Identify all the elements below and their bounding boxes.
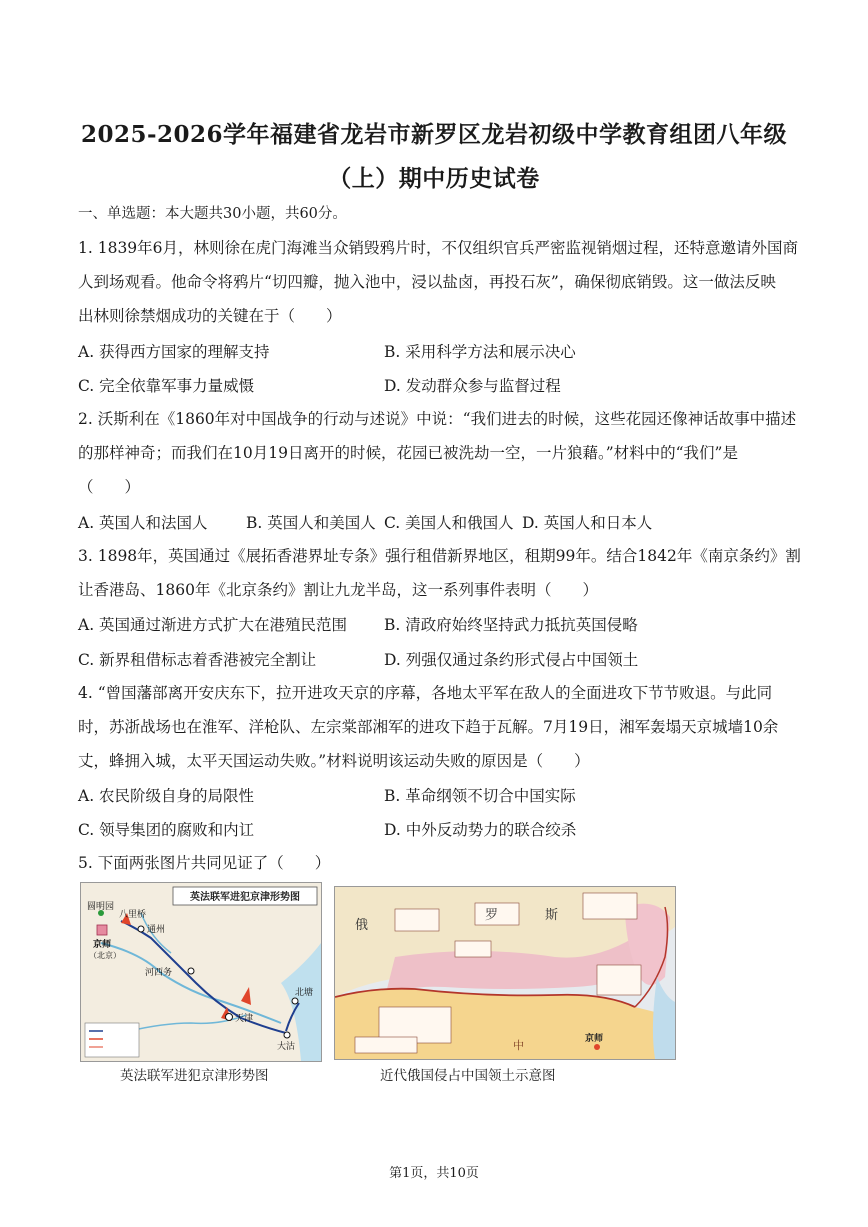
q3-line1: 3. 1898年，英国通过《展拓香港界址专条》强行租借新界地区，租期99年。结合1842年《南京条约》割 bbox=[78, 547, 801, 565]
label-si: 斯 bbox=[545, 908, 559, 923]
q3-option-d[interactable]: D. 列强仅通过条约形式侵占中国领土 bbox=[384, 651, 639, 669]
q1-option-b[interactable]: B. 采用科学方法和展示决心 bbox=[384, 343, 576, 361]
q4-option-a[interactable]: A. 农民阶级自身的局限性 bbox=[78, 787, 255, 805]
place-baliqiao: 八里桥 bbox=[119, 910, 147, 920]
q1-option-d[interactable]: D. 发动群众参与监督过程 bbox=[384, 377, 561, 395]
q1-option-c[interactable]: C. 完全依靠军事力量威慑 bbox=[78, 377, 255, 395]
q4-line2: 时，苏浙战场也在淮军、洋枪队、左宗棠部湘军的进攻下趋于瓦解。7月19日，湘军轰塌天京城墙10余 bbox=[78, 718, 779, 736]
map-anglo-french-invasion-graphic bbox=[81, 883, 321, 1061]
place-beijing: （北京） bbox=[89, 951, 121, 960]
q4-option-b[interactable]: B. 革命纲领不切合中国实际 bbox=[384, 787, 576, 805]
q4-line1: 4. “曾国藩部离开安庆东下，拉开进攻天京的序幕，各地太平军在敌人的全面进攻下节节败退。与此同 bbox=[78, 684, 773, 702]
q1-line2: 人到场观看。他命令将鸦片“切四瓣，抛入池中，浸以盐卤，再投石灰”，确保彻底销毁。这一做法反映 bbox=[78, 273, 776, 291]
page-footer: 第1页，共10页 bbox=[389, 1166, 479, 1181]
q4-option-d[interactable]: D. 中外反动势力的联合绞杀 bbox=[384, 821, 577, 839]
q3-option-a[interactable]: A. 英国通过渐进方式扩大在港殖民范围 bbox=[78, 616, 348, 634]
label-jingshi: 京师 bbox=[585, 1034, 604, 1044]
q2-option-d[interactable]: D. 英国人和日本人 bbox=[522, 514, 653, 532]
place-beitang: 北塘 bbox=[295, 988, 314, 998]
q2-line2: 的那样神奇；而我们在10月19日离开的时候，花园已被洗劫一空，一片狼藉。”材料中的“我们”是 bbox=[78, 444, 738, 462]
label-luo: 罗 bbox=[485, 908, 499, 923]
q3-line2: 让香港岛、1860年《北京条约》割让九龙半岛，这一系列事件表明（ ） bbox=[78, 581, 598, 599]
section-heading: 一、单选题：本大题共30小题，共60分。 bbox=[78, 206, 347, 222]
label-e: 俄 bbox=[355, 918, 369, 933]
q5-line1: 5. 下面两张图片共同见证了（ ） bbox=[78, 854, 331, 872]
q2-option-a[interactable]: A. 英国人和法国人 bbox=[78, 514, 208, 532]
q2-line3: （ ） bbox=[78, 478, 141, 496]
exam-title-line2: （上）期中历史试卷 bbox=[328, 165, 540, 192]
place-hexiwu: 河西务 bbox=[145, 968, 173, 978]
map-russian-encroachment bbox=[334, 886, 676, 1060]
q3-option-b[interactable]: B. 清政府始终坚持武力抵抗英国侵略 bbox=[384, 616, 638, 634]
q1-option-a[interactable]: A. 获得西方国家的理解支持 bbox=[78, 343, 270, 361]
q1-line1: 1. 1839年6月，林则徐在虎门海滩当众销毁鸦片时，不仅组织官兵严密监视销烟过程，还特意邀请外国商 bbox=[78, 239, 799, 257]
map-box-title: 英法联军进犯京津形势图 bbox=[190, 892, 300, 903]
q3-option-c[interactable]: C. 新界租借标志着香港被完全割让 bbox=[78, 651, 317, 669]
caption-left-map: 英法联军进犯京津形势图 bbox=[120, 1068, 269, 1084]
place-tianjin: 天津 bbox=[235, 1014, 254, 1024]
map-russian-encroachment-graphic bbox=[335, 887, 675, 1059]
exam-title-line1: 2025-2026学年福建省龙岩市新罗区龙岩初级中学教育组团八年级 bbox=[80, 121, 788, 148]
map-anglo-french-invasion bbox=[80, 882, 322, 1062]
q2-line1: 2. 沃斯利在《1860年对中国战争的行动与述说》中说：“我们进去的时候，这些花园还像神话故事中描述 bbox=[78, 410, 797, 428]
place-yuanmingyuan: 圆明园 bbox=[87, 902, 115, 912]
place-dagu: 大沽 bbox=[277, 1042, 296, 1052]
place-jingshi: 京师 bbox=[93, 940, 112, 950]
place-tongzhou: 通州 bbox=[147, 925, 166, 935]
q2-option-c[interactable]: C. 美国人和俄国人 bbox=[384, 514, 514, 532]
q4-line3: 丈，蜂拥入城，太平天国运动失败。”材料说明该运动失败的原因是（ ） bbox=[78, 752, 590, 770]
q4-option-c[interactable]: C. 领导集团的腐败和内讧 bbox=[78, 821, 255, 839]
q1-line3: 出林则徐禁烟成功的关键在于（ ） bbox=[78, 307, 342, 325]
q2-option-b[interactable]: B. 英国人和美国人 bbox=[246, 514, 376, 532]
caption-right-map: 近代俄国侵占中国领土示意图 bbox=[380, 1068, 556, 1084]
label-zhong: 中 bbox=[513, 1039, 524, 1052]
